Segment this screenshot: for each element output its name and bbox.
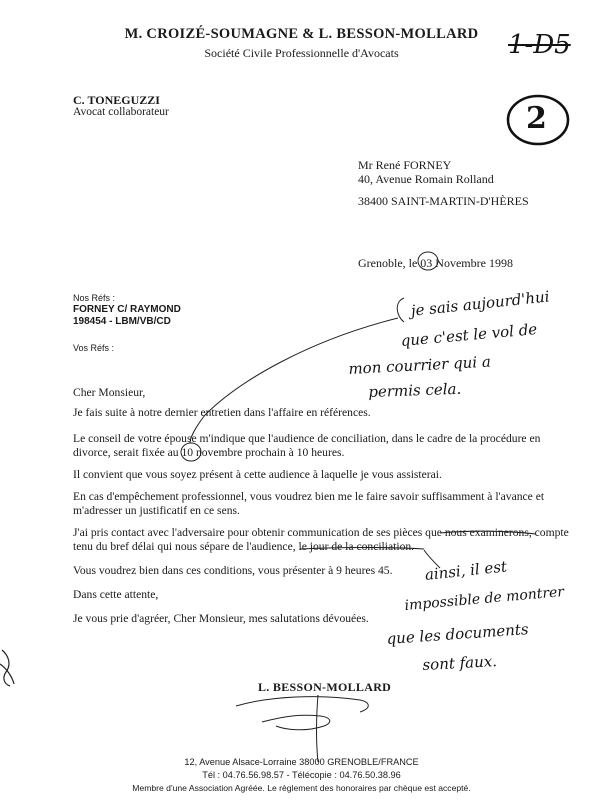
letter-date: Grenoble, le 03 Novembre 1998 (358, 256, 513, 270)
footer-address: 12, Avenue Alsace-Lorraine 38000 GRENOBLE/FRANCE (184, 757, 419, 767)
handwritten-note-2-line-1: ainsi, il est (424, 557, 508, 584)
date-day-circle (418, 252, 438, 270)
file-code-annotation: 1-D5 (508, 30, 571, 60)
paragraph-3: Il convient que vous soyez présent à cette audience à laquelle je vous assisterai. (73, 468, 442, 481)
closing-formula: Je vous prie d'agréer, Cher Monsieur, mes salutations dévouées. (73, 612, 369, 625)
paragraph-2-line-2: divorce, serait fixée au 10 novembre prochain à 10 heures. (73, 446, 345, 459)
paragraph-5-line-1: J'ai pris contact avec l'adversaire pour obtenir communication de ses pièces que nous examinerons, compte (73, 526, 569, 539)
paragraph-7: Dans cette attente, (73, 588, 159, 601)
paragraph-1: Je fais suite à notre dernier entretien dans l'affaire en références. (73, 406, 371, 419)
handwritten-note-1-line-4: permis cela. (368, 379, 462, 401)
your-references-label: Vos Réfs : (73, 343, 115, 353)
handwritten-note-2-line-4: sont faux. (422, 652, 498, 674)
our-references-line-1: FORNEY C/ RAYMOND (73, 304, 181, 315)
page-number-annotation: 2 (526, 101, 547, 136)
paragraph-4-line-1: En cas d'empêchement professionnel, vous voudrez bien me le faire savoir suffisamment à l'avance et (73, 490, 545, 503)
note-2-link-line (424, 550, 440, 568)
margin-scribble (0, 650, 14, 686)
paragraph-4-line-2: m'adresser un justificatif en ce sens. (73, 504, 240, 517)
handwritten-note-2-line-3: que les documents (386, 620, 530, 648)
salutation: Cher Monsieur, (73, 386, 146, 399)
handwritten-note-2-line-2: impossible de montrer (404, 584, 565, 614)
collaborator-role: Avocat collaborateur (73, 106, 169, 118)
paragraph-5-line-2: tenu du bref délai qui nous sépare de l'audience, le jour de la conciliation. (73, 540, 415, 553)
paragraph-5-underline-2 (300, 548, 424, 550)
our-references-line-2: 198454 - LBM/VB/CD (73, 316, 171, 327)
handwritten-note-1-line-3: mon courrier qui a (348, 352, 492, 378)
hearing-day-circle (181, 443, 201, 461)
our-references-label: Nos Réfs : (73, 293, 116, 303)
letterhead-firm-name: M. CROIZÉ-SOUMAGNE & L. BESSON-MOLLARD (124, 26, 479, 42)
handwritten-note-1-line-1: je sais aujourd'hui (410, 287, 551, 320)
signature-mark (236, 695, 368, 762)
paragraph-2-line-1: Le conseil de votre épouse m'indique que l'audience de conciliation, dans le cadre de la procédure en (73, 432, 541, 445)
paragraph-6: Vous voudrez bien dans ces conditions, vous présenter à 9 heures 45. (73, 564, 393, 577)
signatory-name: L. BESSON-MOLLARD (258, 680, 392, 694)
collaborator-name: C. TONEGUZZI (73, 93, 160, 107)
recipient-city: 38400 SAINT-MARTIN-D'HÈRES (358, 194, 529, 208)
letterhead-society: Société Civile Professionnelle d'Avocats (204, 46, 399, 60)
paragraph-5-underline-1 (440, 531, 536, 534)
recipient-name: Mr René FORNEY (358, 158, 452, 172)
page-number-circle (508, 96, 568, 144)
handwritten-note-1-line-2: que c'est le vol de (400, 320, 538, 350)
note-1-arrow-line (190, 318, 398, 443)
note-1-bracket (397, 298, 404, 322)
footer-membership: Membre d'une Association Agréée. Le règlement des honoraires par chèque est accepté. (132, 783, 471, 793)
recipient-street: 40, Avenue Romain Rolland (358, 172, 494, 186)
footer-phone: Tél : 04.76.56.98.57 - Télécopie : 04.76.50.38.96 (202, 770, 401, 780)
